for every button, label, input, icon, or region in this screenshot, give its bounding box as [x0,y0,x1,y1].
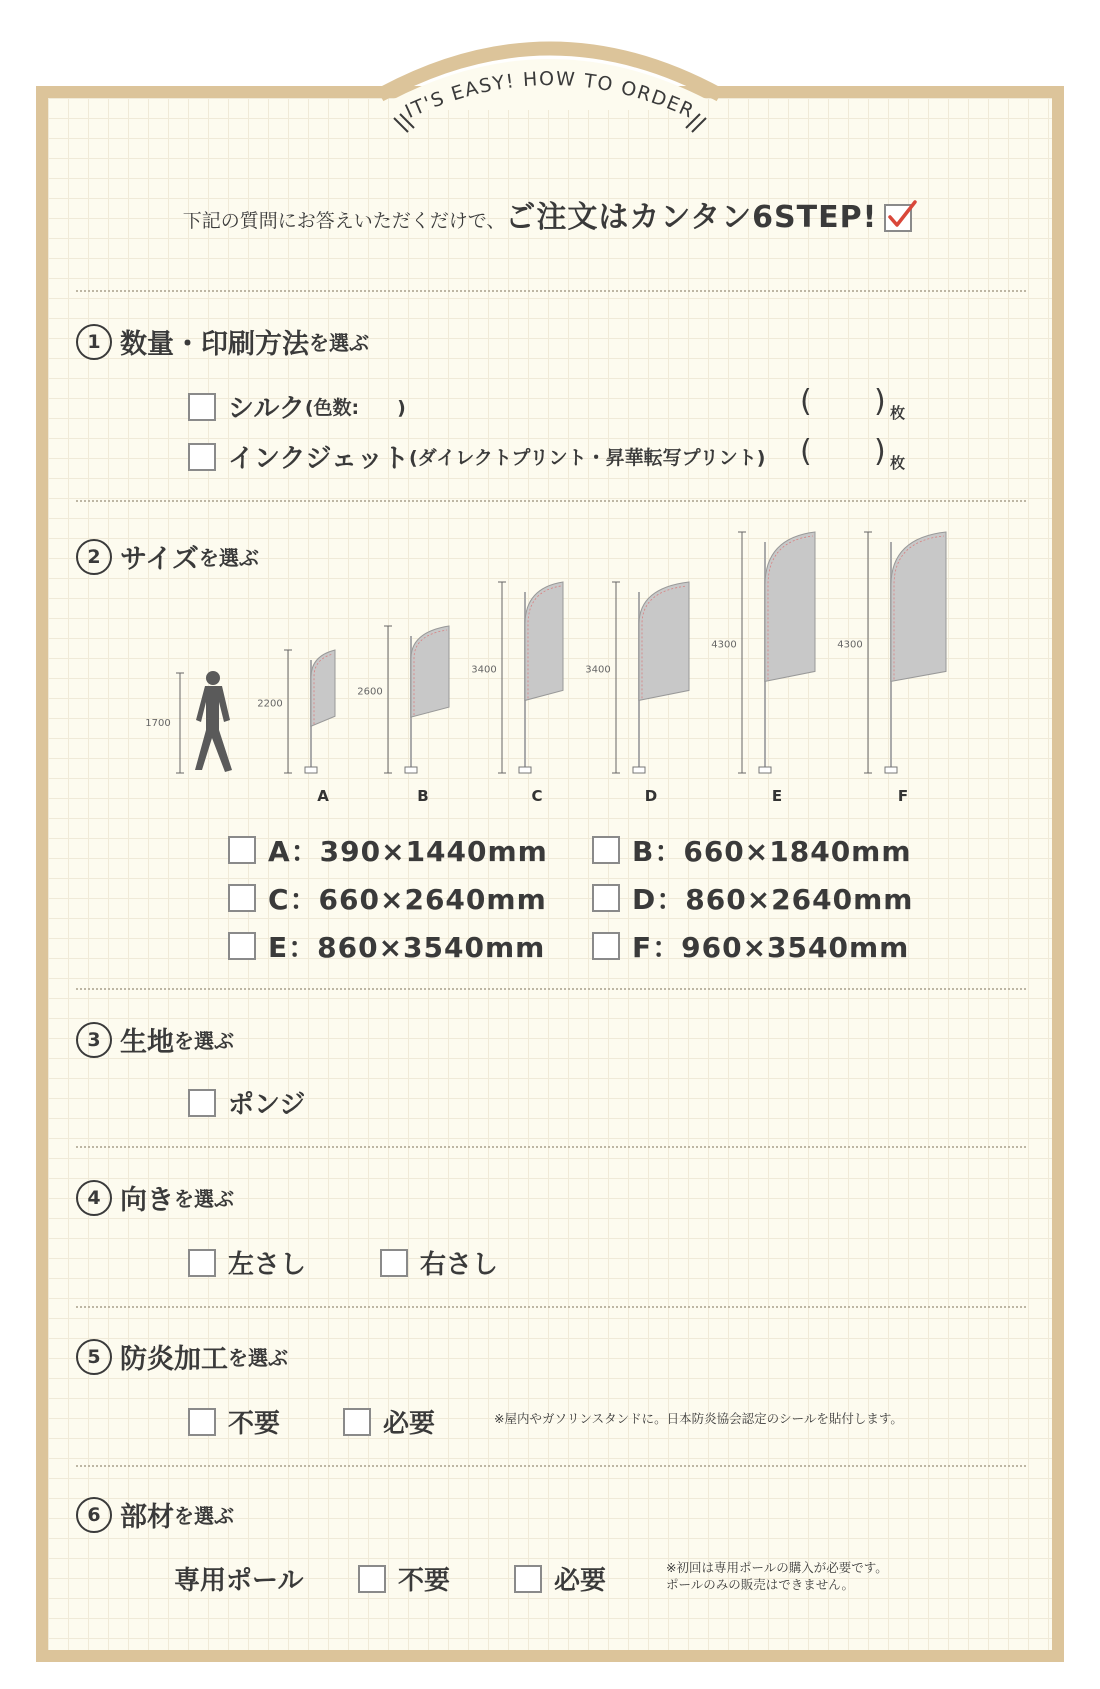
section-title: 防炎加工 [120,1344,228,1375]
checkbox[interactable] [228,884,256,912]
flag-a [257,650,335,805]
section-title: 向き [120,1185,174,1216]
quantity-paren-close: ) [874,384,886,419]
flag-size-diagram [0,0,1100,820]
unit-label: 枚 [890,404,906,422]
size-option-f[interactable] [592,926,909,966]
fireproof-note: ※屋内やガソリンスタンドに。日本防炎協会認定のシールを貼付します。 [494,1411,903,1426]
size-option-e[interactable] [228,926,545,966]
size-option-b[interactable] [592,830,912,870]
option-pole-none[interactable] [358,1560,450,1597]
flag-shape [765,532,815,681]
checkbox[interactable] [380,1249,408,1277]
item-label: 専用ポール [174,1566,304,1596]
pole-note [666,1559,888,1593]
step-number: 5 [76,1339,112,1375]
pole-note-line-2: ポールのみの販売はできません。 [666,1577,855,1592]
section-suffix: を選ぶ [309,331,369,355]
section-suffix: を選ぶ [174,1029,234,1053]
option-label: インクジェット [228,444,409,474]
size-option-label: E：860×3540mm [268,931,546,964]
option-label: 不要 [398,1566,451,1596]
flag-letter-label: F [897,787,909,805]
person-silhouette-icon [145,671,232,773]
flag-height-label: 3400 [471,664,497,676]
flag-height-label: 2600 [357,686,383,698]
section-3-heading [76,1020,234,1059]
flag-f [837,532,946,805]
option-detail: (ダイレクトプリント・昇華転写プリント) [408,447,766,469]
section-title: 生地 [120,1027,174,1058]
checkbox[interactable] [188,1089,216,1117]
quantity-paren-open: ( [800,384,812,419]
flag-height-label: 2200 [257,698,283,710]
flag-shape [411,626,449,717]
section-4-heading [76,1178,234,1217]
section-title: 部材 [120,1502,174,1533]
checkbox[interactable] [592,932,620,960]
separator [76,1306,1026,1308]
separator [76,1146,1026,1148]
option-right-side[interactable] [380,1244,498,1281]
size-option-label: D：860×2640mm [632,883,914,916]
size-option-label: F：960×3540mm [632,931,910,964]
option-label: ポンジ [228,1090,306,1120]
option-ponji[interactable] [188,1084,305,1121]
option-label: 左さし [228,1250,307,1280]
section-suffix: を選ぶ [228,1346,288,1370]
option-label: 右さし [420,1250,499,1280]
checkbox[interactable] [592,836,620,864]
section-suffix: を選ぶ [174,1504,234,1528]
flag-shape [311,650,335,726]
section-suffix: を選ぶ [198,546,259,570]
section-suffix: を選ぶ [174,1187,234,1211]
size-option-label: C：660×2640mm [268,883,547,916]
size-option-label: A：390×1440mm [268,835,548,868]
step-number: 1 [76,324,112,360]
step-number: 2 [76,539,112,575]
quantity-paren-open: ( [800,434,812,469]
checkbox[interactable] [514,1565,542,1593]
size-option-label: B：660×1840mm [632,835,912,868]
flag-c [471,582,563,805]
section-title: 数量・印刷方法 [120,329,309,360]
step-number: 3 [76,1022,112,1058]
checkbox[interactable] [358,1565,386,1593]
option-detail: (色数: ) [304,397,406,419]
checkbox[interactable] [592,884,620,912]
intro-small-text: 下記の質問にお答えいただくだけで、 [182,210,506,232]
section-title: サイズ [120,544,199,575]
flag-b [357,626,449,805]
flag-height-label: 4300 [837,639,863,651]
separator [76,1465,1026,1467]
checkbox[interactable] [228,836,256,864]
flag-letter-label: C [531,787,543,805]
checkbox[interactable] [343,1408,371,1436]
flag-height-label: 3400 [585,664,611,676]
size-option-a[interactable] [228,830,548,870]
option-pole-needed[interactable] [514,1560,606,1597]
quantity-paren-close: ) [874,434,886,469]
option-fireproof-none[interactable] [188,1403,280,1440]
section-6-heading [76,1495,234,1534]
size-option-c[interactable] [228,878,547,918]
flag-letter-label: D [644,787,658,805]
step-number: 4 [76,1180,112,1216]
option-label: 必要 [554,1566,607,1596]
size-option-d[interactable] [592,878,913,918]
flag-shape [891,532,946,681]
intro-big-text: ご注文はカンタン6STEP! [505,200,878,235]
checkbox[interactable] [188,1249,216,1277]
arch-title: IT'S EASY! HOW TO ORDER [401,67,698,123]
flag-letter-label: B [417,787,429,805]
flag-letter-label: E [771,787,783,805]
flag-height-label: 4300 [711,639,737,651]
separator [76,988,1026,990]
flag-shape [639,582,689,700]
option-left-side[interactable] [188,1244,306,1281]
flag-letter-label: A [317,787,329,805]
flag-d [585,582,689,805]
pole-label [174,1560,303,1597]
option-label: 不要 [228,1409,281,1439]
checkbox[interactable] [188,1408,216,1436]
flag-shape [525,582,563,700]
option-label: シルク [228,394,305,424]
pole-note-line-1: ※初回は専用ポールの購入が必要です。 [666,1560,888,1575]
option-fireproof-needed[interactable] [343,1403,435,1440]
person-height-label: 1700 [145,718,171,729]
checkbox[interactable] [228,932,256,960]
option-label: 必要 [383,1409,436,1439]
unit-label: 枚 [890,454,906,472]
section-5-heading [76,1337,288,1376]
flag-e [711,532,815,805]
step-number: 6 [76,1497,112,1533]
